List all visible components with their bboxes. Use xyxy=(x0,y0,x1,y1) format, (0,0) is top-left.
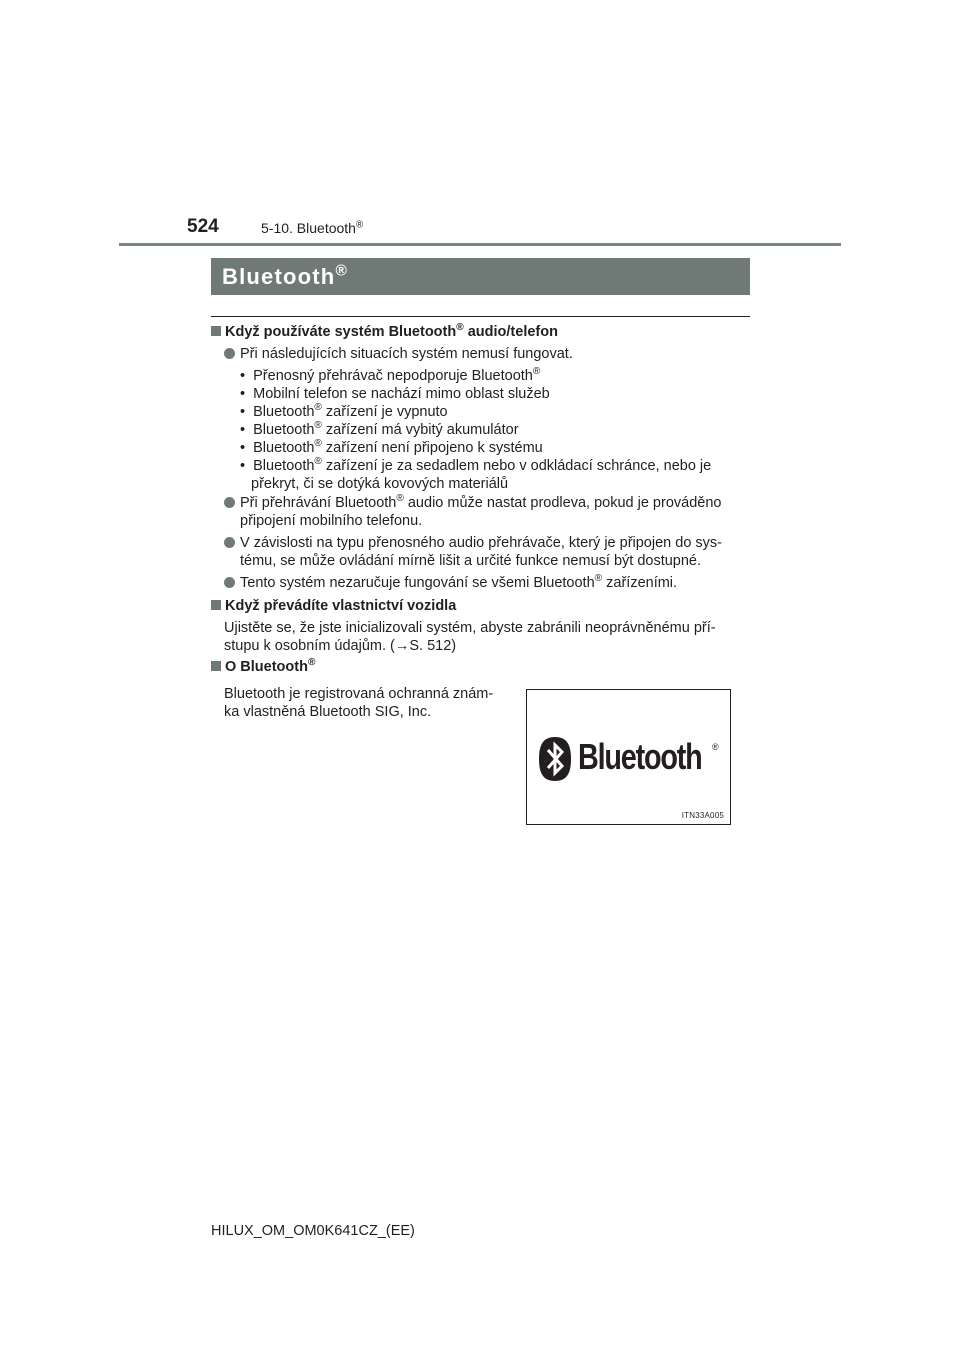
document-code: HILUX_OM_OM0K641CZ_(EE) xyxy=(211,1223,415,1239)
about-text-line: ka vlastněná Bluetooth SIG, Inc. xyxy=(224,704,432,720)
bullet-item: • Bluetooth® zařízení je za sedadlem nebo v odkládací schránce, nebo je xyxy=(240,456,712,474)
point-no-guarantee: Tento systém nezaručuje fungování se všemi Bluetooth® zařízeními. xyxy=(224,574,752,592)
round-bullet-icon xyxy=(224,577,235,588)
section-title: Bluetooth® xyxy=(222,262,348,289)
point-player-type: V závislosti na typu přenosného audio přehrávače, který je připojen do sys- xyxy=(224,534,752,552)
point-player-type-continuation: tému, se může ovládání mírně lišit a určité funkce nemusí být dostupné. xyxy=(240,553,702,569)
heading-audio: Když používáte systém Bluetooth® audio/telefon xyxy=(211,323,558,341)
heading-about: O Bluetooth® xyxy=(211,658,315,676)
page-number: 524 xyxy=(187,216,219,237)
bullet-item: • Bluetooth® zařízení má vybitý akumulátor xyxy=(240,420,519,438)
square-bullet-icon xyxy=(211,661,221,671)
square-bullet-icon xyxy=(211,600,221,610)
ownership-text-line: stupu k osobním údajům. (→S. 512) xyxy=(224,638,457,654)
round-bullet-icon xyxy=(224,537,235,548)
point-delay: Při přehrávání Bluetooth® audio může nastat prodleva, pokud je prováděno xyxy=(224,494,752,512)
square-bullet-icon xyxy=(211,326,221,336)
registered-mark: ® xyxy=(712,742,719,752)
bullet-item: • Bluetooth® zařízení není připojeno k systému xyxy=(240,438,543,456)
bluetooth-wordmark: Bluetooth xyxy=(578,736,702,777)
chapter-title: 5-10. Bluetooth® xyxy=(261,219,364,236)
point-situations: Při následujících situacích systém nemusí fungovat. xyxy=(224,345,752,363)
section-title-band xyxy=(211,258,750,295)
bluetooth-logo-icon xyxy=(538,736,572,782)
round-bullet-icon xyxy=(224,348,235,359)
point-delay-continuation: připojení mobilního telefonu. xyxy=(240,513,423,529)
section-rule xyxy=(211,316,750,317)
heading-ownership: Když převádíte vlastnictví vozidla xyxy=(211,597,456,615)
round-bullet-icon xyxy=(224,497,235,508)
bullet-item-continuation: překryt, či se dotýká kovových materiálů xyxy=(251,476,509,492)
bullet-item: • Přenosný přehrávač nepodporuje Bluetooth® xyxy=(240,366,541,384)
figure-code: ITN33A005 xyxy=(681,811,724,820)
bluetooth-logo-figure xyxy=(526,689,731,825)
about-text-line: Bluetooth je registrovaná ochranná znám- xyxy=(224,686,494,702)
bullet-item: • Mobilní telefon se nachází mimo oblast služeb xyxy=(240,386,550,402)
ownership-text-line: Ujistěte se, že jste inicializovali systém, abyste zabránili neoprávněnému pří- xyxy=(224,620,716,636)
header-rule xyxy=(119,243,841,246)
bullet-item: • Bluetooth® zařízení je vypnuto xyxy=(240,402,448,420)
